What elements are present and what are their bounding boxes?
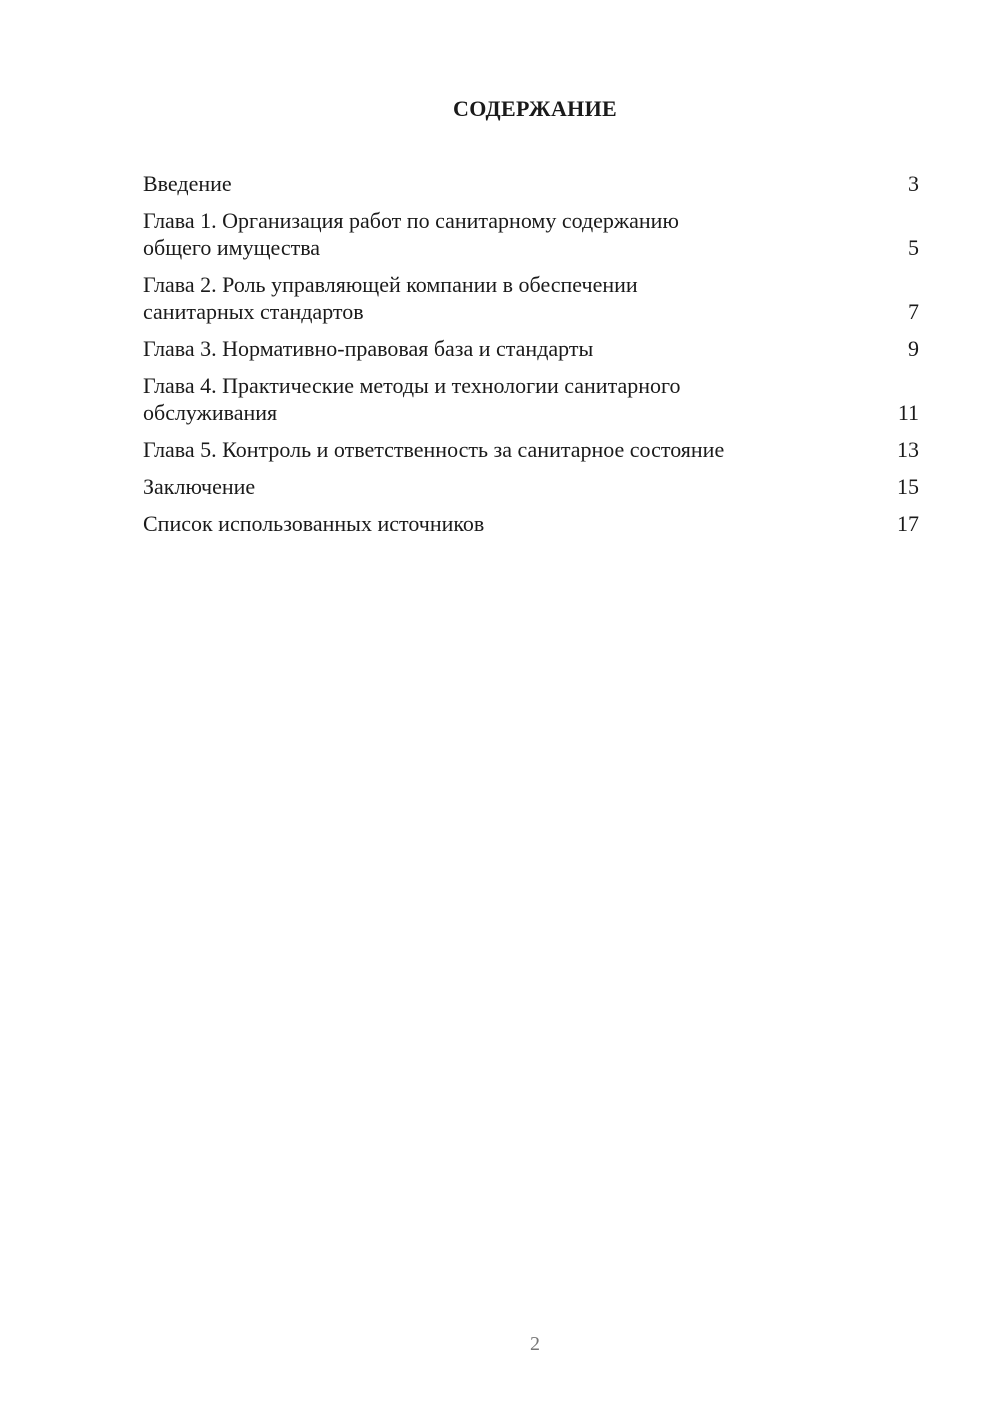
toc-entry-page: 9 xyxy=(908,336,919,361)
page-title: СОДЕРЖАНИЕ xyxy=(453,96,617,121)
toc-entry-chapter-2 xyxy=(143,271,919,325)
page-number: 2 xyxy=(530,1333,540,1355)
toc-entry-chapter-1 xyxy=(143,207,919,261)
toc-entry-references xyxy=(143,510,919,537)
toc-entry-label: Глава 2. Роль управляющей компании в обеспечении санитарных стандартов xyxy=(143,272,638,324)
toc-entry-introduction xyxy=(143,170,919,197)
toc-entry-page: 17 xyxy=(897,511,919,536)
toc-entry-page: 11 xyxy=(897,400,919,425)
toc-entry-label: Список использованных источников xyxy=(143,511,485,536)
toc-entry-chapter-3 xyxy=(143,335,919,362)
toc-entry-label: Введение xyxy=(143,171,232,196)
toc-entry-label: Глава 1. Организация работ по санитарному содержанию общего имущества xyxy=(143,208,679,260)
toc-entry-label: Заключение xyxy=(143,474,256,499)
toc-entry-page: 5 xyxy=(908,235,919,260)
toc-entry-page: 15 xyxy=(897,474,919,499)
toc-entry-chapter-4 xyxy=(143,372,919,426)
toc-entry-label: Глава 3. Нормативно-правовая база и стандарты xyxy=(143,336,594,361)
toc-entry-page: 7 xyxy=(908,299,919,324)
toc-entry-conclusion xyxy=(143,473,919,500)
toc-entry-page: 3 xyxy=(908,171,919,196)
toc-entry-chapter-5 xyxy=(143,436,919,463)
toc-entry-page: 13 xyxy=(897,437,919,462)
toc-entry-label: Глава 4. Практические методы и технологии санитарного обслуживания xyxy=(143,373,681,425)
toc-entry-label: Глава 5. Контроль и ответственность за санитарное состояние xyxy=(143,437,725,462)
table-of-contents xyxy=(143,170,919,547)
